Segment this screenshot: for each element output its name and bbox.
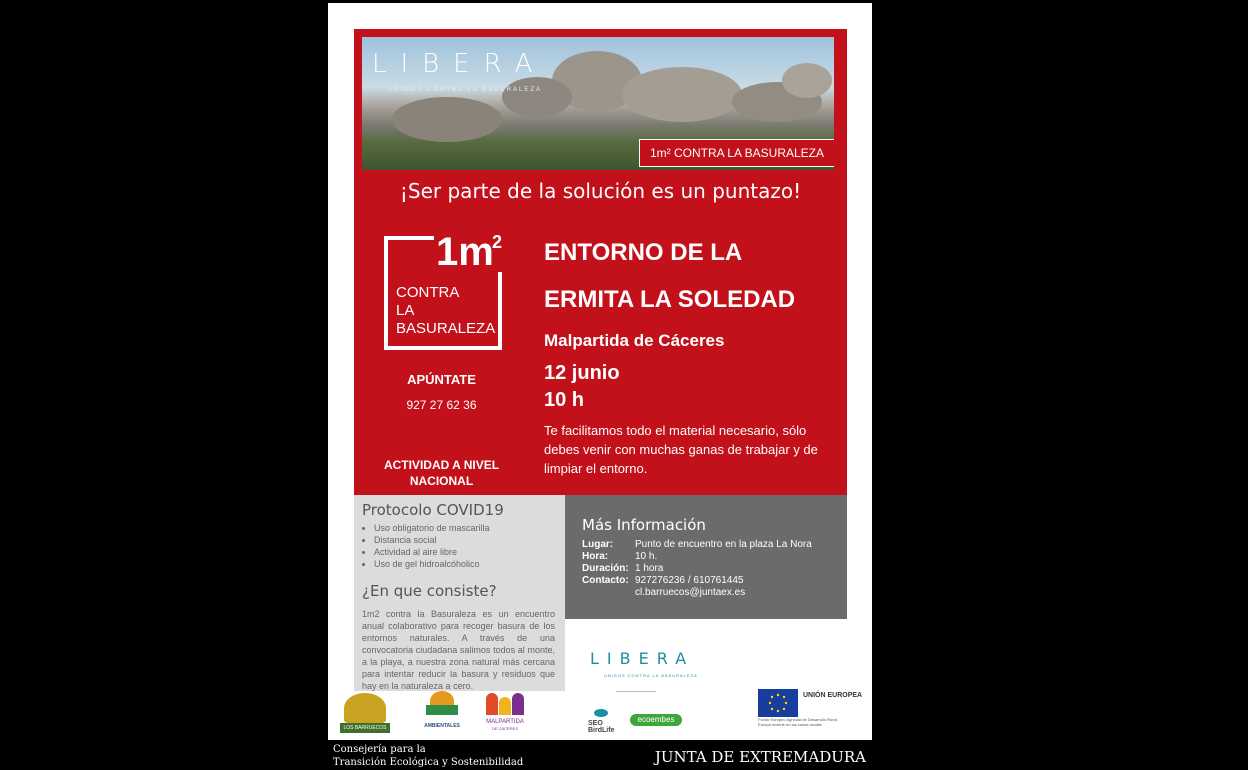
info-row: Hora: 10 h. <box>582 551 658 562</box>
signup-phone: 927 27 62 36 <box>406 398 477 412</box>
event-description: Te facilitamos todo el material necesario, sólo debes venir con muchas ganas de trabajar y de limpiar el entorno. <box>544 423 818 476</box>
logo-line2: LA <box>396 302 415 319</box>
eu-fund-text: Fondo Europeo Agrícola de Desarrollo Rural. Europa invierte en las zonas rurales <box>758 717 838 727</box>
eu-label: UNIÓN EUROPEA <box>803 692 863 699</box>
info-rows <box>582 539 835 599</box>
basuraleza-logo <box>384 230 503 350</box>
landscape-photo <box>362 37 834 170</box>
covid-item: • Uso obligatorio de mascarilla <box>374 522 490 534</box>
footer-government: JUNTA DE EXTREMADURA <box>654 748 866 766</box>
eu-flag-icon <box>758 689 798 717</box>
divider <box>616 691 656 692</box>
logo-1m: 1m <box>436 230 494 274</box>
about-title: ¿En que consiste? <box>362 582 497 600</box>
event-date: 12 junio <box>544 362 620 384</box>
ambientales-logo: AMBIENTALES <box>420 691 464 733</box>
event-title-line1: ENTORNO DE LA <box>544 239 743 266</box>
covid-item: • Uso de gel hidroalcóholico <box>374 558 490 570</box>
libera-title: LIBERA <box>372 49 547 79</box>
logo-line3: BASURALEZA <box>396 320 496 337</box>
footer-department: Consejería para la Transición Ecológica y Sostenibilidad <box>333 744 524 768</box>
ecoembes-logo: ecoembes <box>630 706 682 730</box>
info-row: Duración: 1 hora <box>582 563 664 574</box>
slogan: ¡Ser parte de la solución es un puntazo! <box>399 179 802 203</box>
info-row: Contacto: 927276236 / 610761445 <box>582 575 744 586</box>
info-section <box>565 495 847 619</box>
seo-birdlife-logo: SEO BirdLife <box>588 709 626 733</box>
activity-level-line2: NACIONAL <box>409 474 474 488</box>
photo-badge: 1m² CONTRA LA BASURALEZA <box>639 139 834 167</box>
event-location: Malpartida de Cáceres <box>544 331 725 350</box>
covid-item: • Distancia social <box>374 534 490 546</box>
barruecos-logo: LOS BARRUECOS <box>340 693 390 735</box>
signup-label: APÚNTATE <box>407 372 476 387</box>
event-title-line2: ERMITA LA SOLEDAD <box>544 286 796 313</box>
covid-title: Protocolo COVID19 <box>362 501 504 519</box>
malpartida-logo: MALPARTIDA DE CÁCERES <box>482 693 528 735</box>
info-row: cl.barruecos@juntaex.es <box>635 587 746 598</box>
event-poster <box>328 3 872 770</box>
logo-sup: 2 <box>492 232 503 252</box>
info-row: Lugar: Punto de encuentro en la plaza La Nora <box>582 539 812 550</box>
covid-item: • Actividad al aire libre <box>374 546 490 558</box>
info-title: Más Información <box>582 516 706 534</box>
footer <box>328 740 872 770</box>
libera-logo: LIBERA <box>590 649 695 668</box>
red-panel <box>354 29 847 498</box>
about-text: 1m2 contra la Basuraleza es un encuentro anual colaborativo para recoger basura de los entornos naturales. A través de una convocatoria ciudadana salimos todos al monte, a la playa, a nuestra zona natural más cercana para intentar reducir la basura y residuos que hay en la naturaleza a cero. <box>362 609 555 691</box>
covid-list <box>362 522 490 570</box>
libera-tagline: UNIDOS CONTRA LA BASURALEZA <box>388 87 543 93</box>
logo-line1: CONTRA <box>396 284 460 301</box>
event-time: 10 h <box>544 389 585 411</box>
activity-level-line1: ACTIVIDAD A NIVEL <box>383 458 500 472</box>
covid-section <box>354 495 565 691</box>
libera-logo-sub: UNIDOS CONTRA LA BASURALEZA <box>604 673 698 678</box>
